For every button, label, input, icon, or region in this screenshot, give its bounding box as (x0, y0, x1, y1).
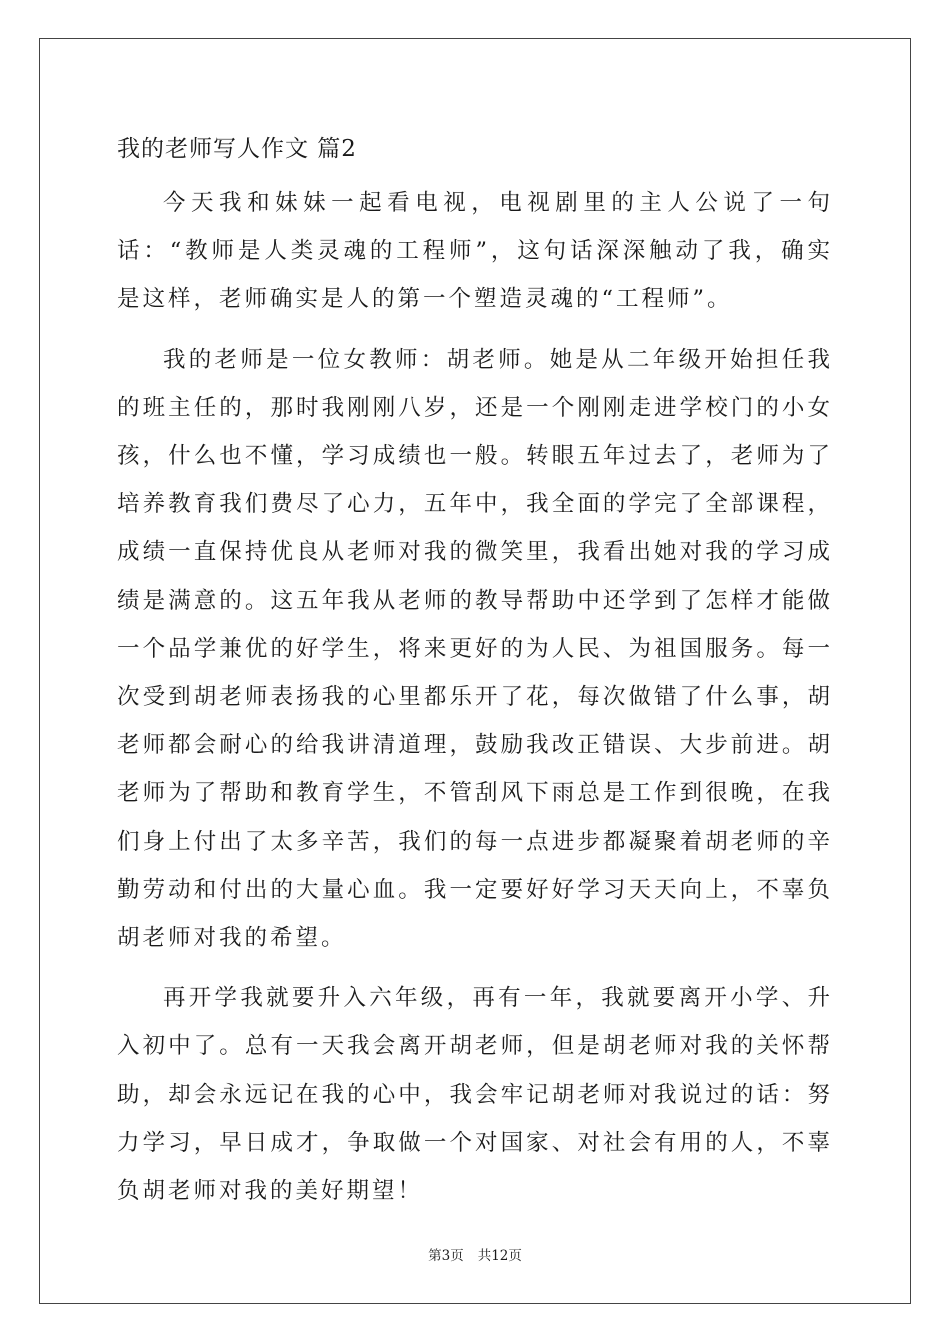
page-total: 共12页 (477, 1248, 522, 1264)
paragraph-2: 我的老师是一位女教师：胡老师。她是从二年级开始担任我的班主任的，那时我刚刚八岁，还是一个刚刚走进学校门的小女孩，什么也不懂，学习成绩也一般。转眼五年过去了，老师为了培养教育我们费尽了心力，五年中，我全面的学完了全部课程，成绩一直保持优良从老师对我的微笑里，我看出她对我的学习成绩是满意的。这五年我从老师的教导帮助中还学到了怎样才能做一个品学兼优的好学生，将来更好的为人民、为祖国服务。每一次受到胡老师表扬我的心里都乐开了花，每次做错了什么事，胡老师都会耐心的给我讲清道理，鼓励我改正错误、大步前进。胡老师为了帮助和教育学生，不管刮风下雨总是工作到很晚，在我们身上付出了太多辛苦，我们的每一点进步都凝聚着胡老师的辛勤劳动和付出的大量心血。我一定要好好学习天天向上，不辜负胡老师对我的希望。 (117, 346, 833, 952)
paragraph-1: 今天我和妹妹一起看电视，电视剧里的主人公说了一句话：“教师是人类灵魂的工程师”，这句话深深触动了我，确实是这样，老师确实是人的第一个塑造灵魂的“工程师”。 (117, 190, 833, 313)
page-number: 第3页 (428, 1248, 464, 1264)
paragraph-3: 再开学我就要升入六年级，再有一年，我就要离开小学、升入初中了。总有一天我会离开胡老师，但是胡老师对我的关怀帮助，却会永远记在我的心中，我会牢记胡老师对我说过的话：努力学习，早日成才，争取做一个对国家、对社会有用的人，不辜负胡老师对我的美好期望！ (117, 985, 833, 1205)
document-title: 我的老师写人作文 篇2 (117, 136, 357, 162)
document-body (117, 129, 833, 1215)
page-footer (0, 1246, 950, 1266)
